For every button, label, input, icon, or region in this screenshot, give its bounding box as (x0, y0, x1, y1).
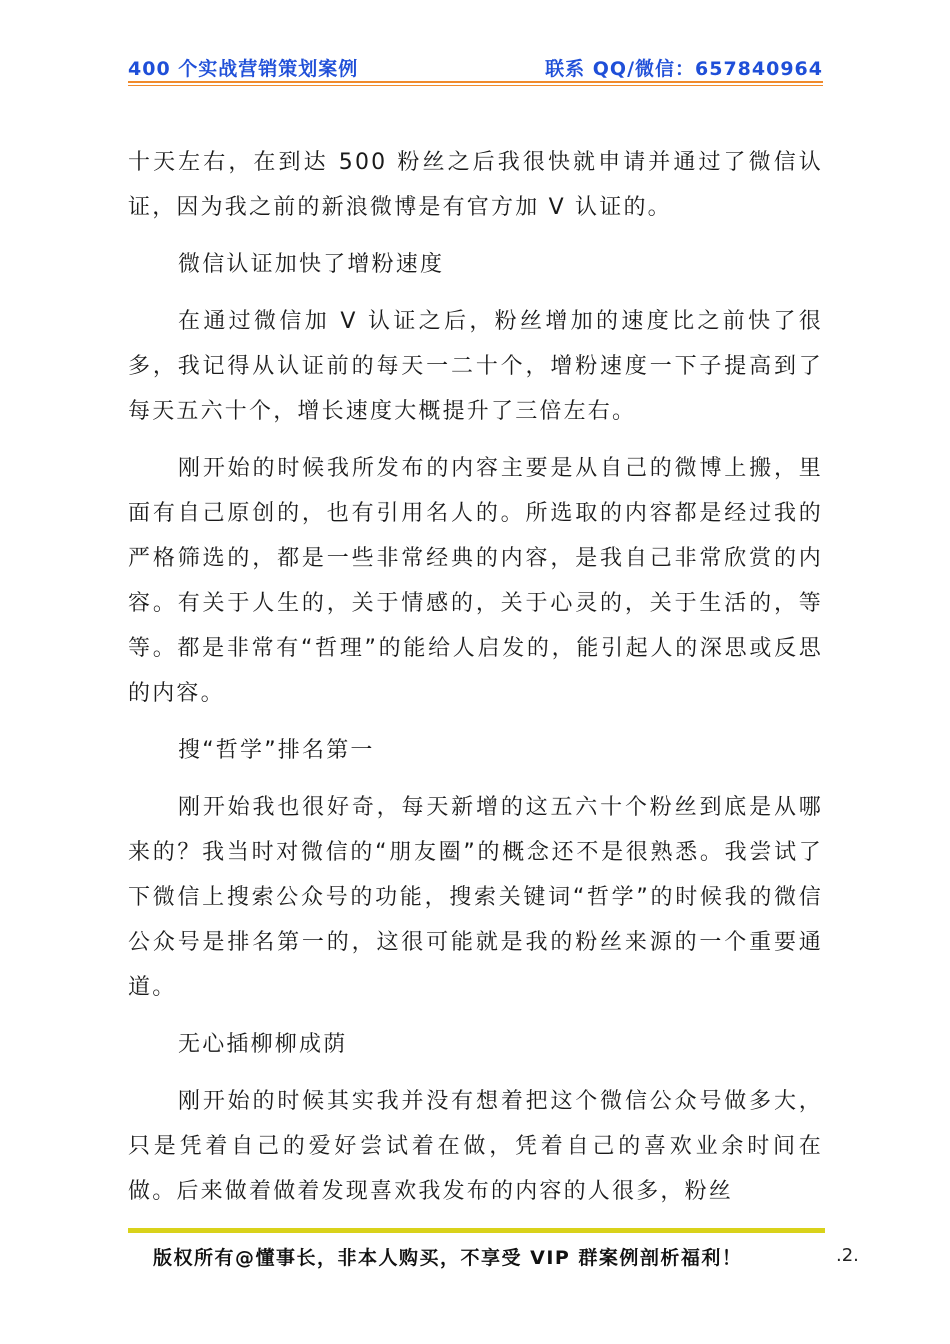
page-header (128, 52, 823, 82)
page-number: .2. (836, 1245, 859, 1266)
section-heading-1: 微信认证加快了增粉速度 (178, 252, 445, 277)
header-title: 400 个实战营销策划案例 (128, 58, 359, 80)
header-divider (128, 81, 823, 86)
footer-copyright: 版权所有@懂事长，非本人购买，不享受 VIP 群案例剖析福利！ (153, 1247, 743, 1269)
paragraph-5: 刚开始的时候其实我并没有想着把这个微信公众号做多大，只是凭着自己的爱好尝试着在做，凭着自己的喜欢业余时间在做。后来做着做着发现喜欢我发布的内容的人很多，粉丝 (128, 1089, 823, 1204)
paragraph-2: 在通过微信加 V 认证之后，粉丝增加的速度比之前快了很多，我记得从认证前的每天一二十个，增粉速度一下子提高到了每天五六十个，增长速度大概提升了三倍左右。 (128, 309, 823, 424)
body-content (128, 140, 823, 1226)
paragraph-4: 刚开始我也很好奇，每天新增的这五六十个粉丝到底是从哪来的？我当时对微信的“朋友圈”的概念还不是很熟悉。我尝试了下微信上搜索公众号的功能，搜索关键词“哲学”的时候我的微信公众号是排名第一的，这很可能就是我的粉丝来源的一个重要通道。 (128, 795, 823, 1000)
header-contact: 联系 QQ/微信：657840964 (545, 58, 823, 80)
section-heading-2: 搜“哲学”排名第一 (178, 738, 375, 763)
paragraph-3: 刚开始的时候我所发布的内容主要是从自己的微博上搬，里面有自己原创的，也有引用名人的。所选取的内容都是经过我的严格筛选的，都是一些非常经典的内容，是我自己非常欣赏的内容。有关于人生的，关于情感的，关于心灵的，关于生活的，等等。都是非常有“哲理”的能给人启发的，能引起人的深思或反思的内容。 (128, 456, 823, 706)
section-heading-3: 无心插柳柳成荫 (178, 1032, 348, 1057)
paragraph-1: 十天左右，在到达 500 粉丝之后我很快就申请并通过了微信认证，因为我之前的新浪微博是有官方加 V 认证的。 (128, 150, 823, 220)
footer-divider (128, 1228, 825, 1233)
